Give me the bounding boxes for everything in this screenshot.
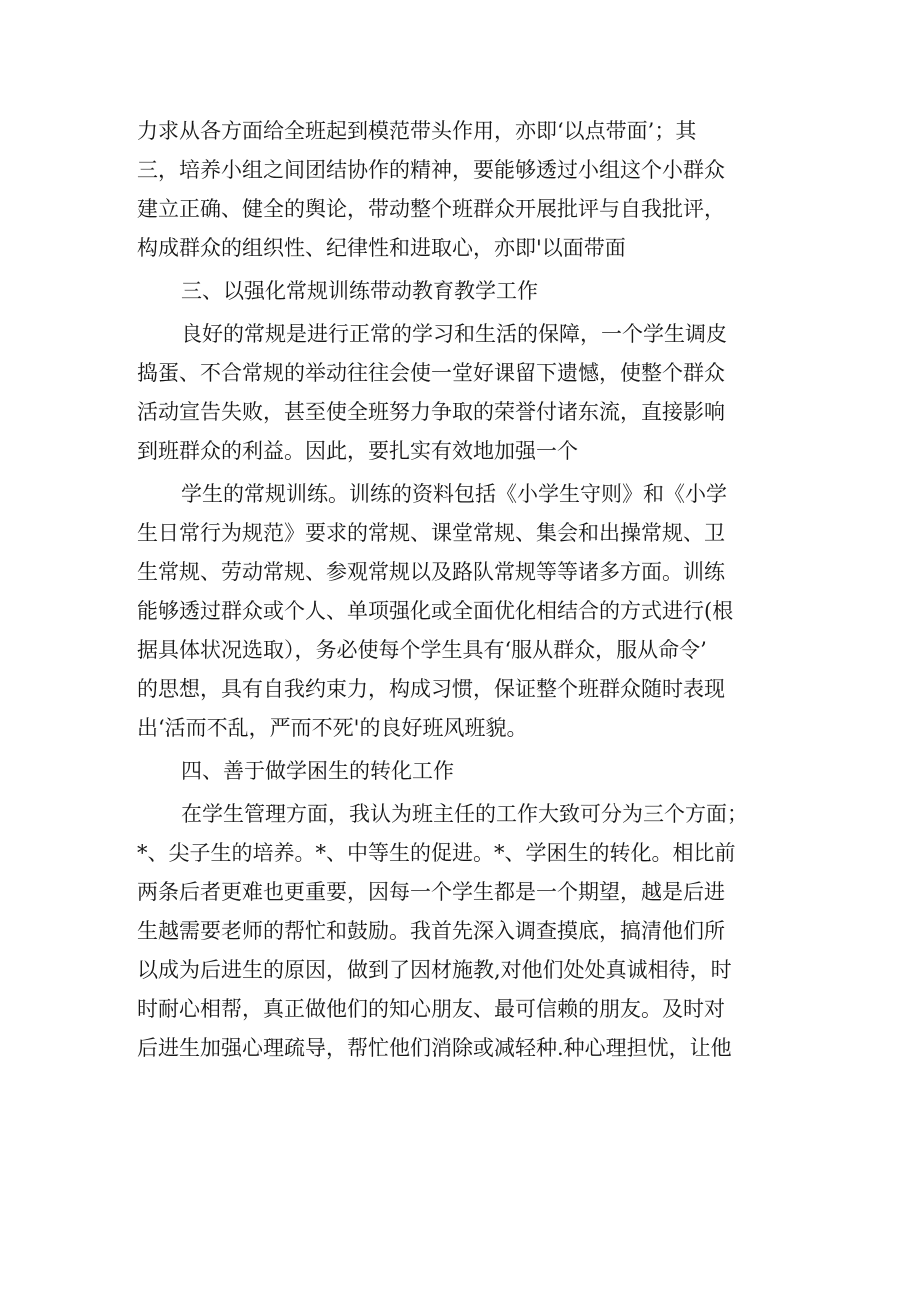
document-body: [137, 112, 793, 1068]
text-line: 后进生加强心理疏导，帮忙他们消除或减轻种.种心理担忧，让他: [137, 1036, 732, 1060]
paragraph-3: [137, 475, 793, 748]
section-heading-3: [137, 272, 793, 311]
heading-line: 三、以强化常规训练带动教育教学工作: [181, 279, 538, 303]
text-line: 学生的常规训练。训练的资料包括《小学生守则》和《小学: [181, 482, 727, 506]
text-line: 力求从各方面给全班起到模范带头作用，亦即‘以点带面’；其: [137, 119, 697, 143]
paragraph-1: [137, 112, 793, 268]
text-line: 到班群众的利益。因此，要扎实有效地加强一个: [137, 439, 578, 463]
text-line: 时耐心相帮，真正做他们的知心朋友、最可信赖的朋友。及时对: [137, 997, 725, 1021]
text-line: 生越需要老师的帮忙和鼓励。我首先深入调查摸底，搞清他们所: [137, 919, 725, 943]
paragraph-2: [137, 315, 793, 471]
text-line: 在学生管理方面，我认为班主任的工作大致可分为三个方面；: [181, 802, 748, 826]
paragraph-4: [137, 795, 793, 1068]
text-line: 出‘活而不乱，严而不死'的良好班风班貌。: [137, 716, 528, 740]
text-line: 构成群众的组织性、纪律性和进取心，亦即'以面带面: [137, 236, 626, 260]
text-line: 能够透过群众或个人、单项强化或全面优化相结合的方式进行(根: [137, 599, 734, 623]
text-line: 捣蛋、不合常规的举动往往会使一堂好课留下遗憾，使整个群众: [137, 361, 725, 385]
text-line: 两条后者更难也更重要，因每一个学生都是一个期望，越是后进: [137, 880, 725, 904]
text-line: 三，培养小组之间团结协作的精神，要能够透过小组这个小群众: [137, 158, 725, 182]
text-line: 生常规、劳动常规、参观常规以及路队常规等等诸多方面。训练: [137, 560, 725, 584]
text-line: 建立正确、健全的舆论，带动整个班群众开展批评与自我批评，: [137, 197, 725, 221]
text-line: 良好的常规是进行正常的学习和生活的保障，一个学生调皮: [181, 322, 727, 346]
text-line: 活动宣告失败，甚至使全班努力争取的荣誉付诸东流，直接影响: [137, 400, 725, 424]
section-heading-4: [137, 752, 793, 791]
text-line: 据具体状况选取），务必使每个学生具有‘服从群众，服从命令’: [137, 638, 707, 662]
heading-line: 四、善于做学困生的转化工作: [181, 759, 454, 783]
text-line: *、尖子生的培养。*、中等生的促进。*、学困生的转化。相比前: [137, 841, 736, 865]
text-line: 的思想，具有自我约束力，构成习惯，保证整个班群众随时表现: [137, 677, 725, 701]
text-line: 生日常行为规范》要求的常规、课堂常规、集会和出操常规、卫: [137, 521, 725, 545]
text-line: 以成为后进生的原因，做到了因材施教,对他们处处真诚相待，时: [137, 958, 732, 982]
